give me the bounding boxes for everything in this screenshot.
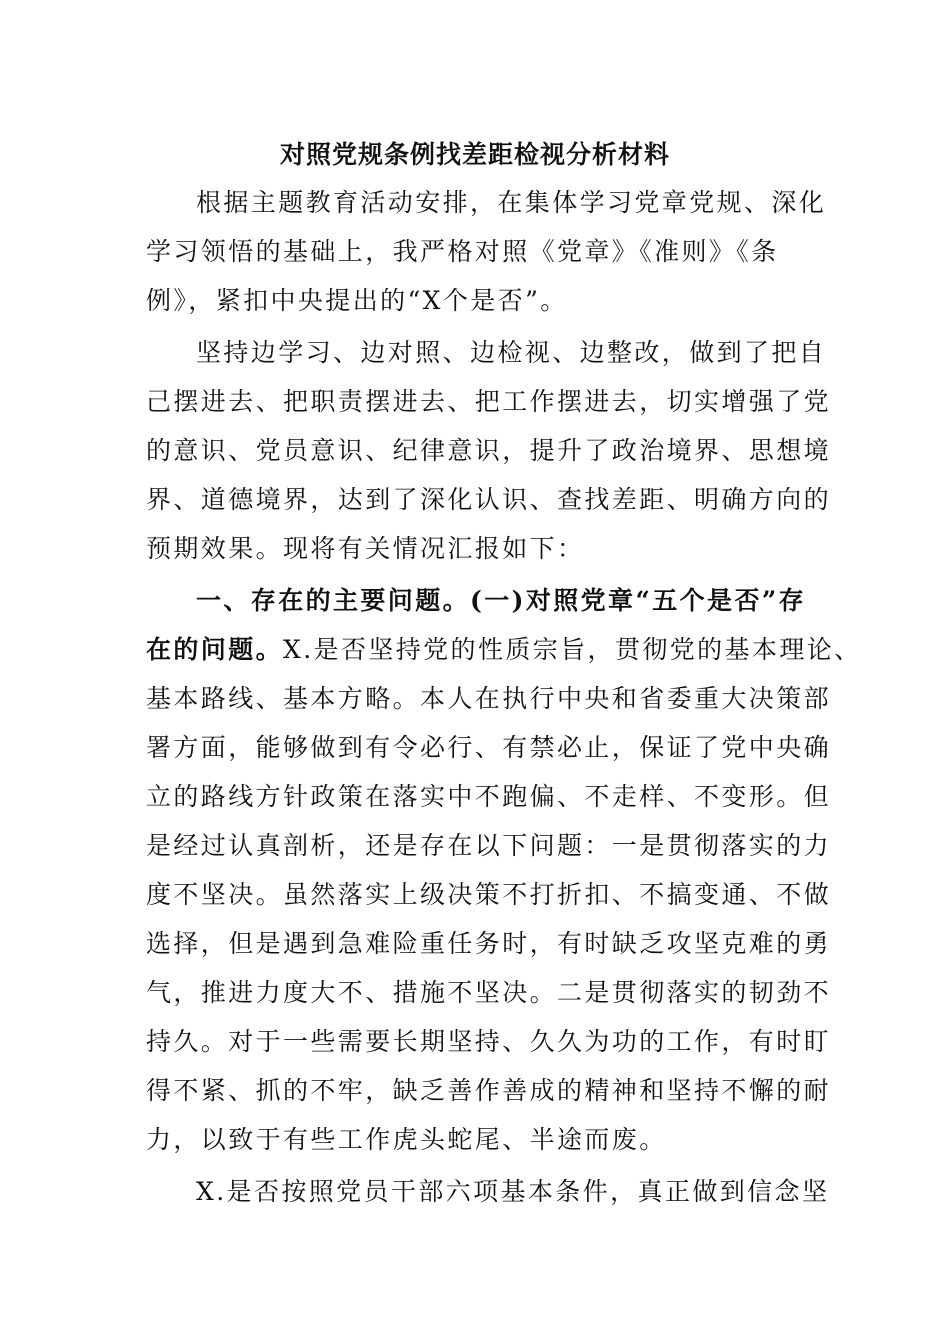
document-title: 对照党规条例找差距检视分析材料 (279, 140, 670, 169)
subsection-heading: 在的问题。 (146, 635, 284, 664)
paragraph-line: 根据主题教育活动安排，在集体学习党章党规、深化 (196, 188, 827, 217)
paragraph-line: 署方面，能够做到有令必行、有禁必止，保证了党中央确 (146, 733, 832, 762)
paragraph-line: 界、道德境界，达到了深化认识、查找差距、明确方向的 (146, 485, 832, 514)
paragraph-line: 力，以致于有些工作虎头蛇尾、半途而废。 (146, 1125, 667, 1154)
paragraph-line: 持久。对于一些需要长期坚持、久久为功的工作，有时盯 (146, 1027, 832, 1056)
paragraph-line: 是经过认真剖析，还是存在以下问题：一是贯彻落实的力 (146, 831, 832, 860)
paragraph-line: 预期效果。现将有关情况汇报如下： (146, 534, 585, 563)
paragraph-line: 选择，但是遇到急难险重任务时，有时缺乏攻坚克难的勇 (146, 929, 832, 958)
paragraph-line: 气，推进力度大不、措施不坚决。二是贯彻落实的韧劲不 (146, 978, 832, 1007)
section-heading: 一、存在的主要问题。(一)对照党章“五个是否”存 (196, 586, 807, 615)
paragraph-line: 坚持边学习、边对照、边检视、边整改，做到了把自 (196, 338, 827, 367)
paragraph-line (146, 633, 862, 667)
paragraph-line: 例》，紧扣中央提出的“X个是否”。 (146, 286, 568, 315)
paragraph-line: 己摆进去、把职责摆进去、把工作摆进去，切实增强了党 (146, 387, 832, 416)
paragraph-line: 立的路线方针政策在落实中不跑偏、不走样、不变形。但 (146, 782, 832, 811)
paragraph-line: X.是否按照党员干部六项基本条件，真正做到信念坚 (196, 1177, 830, 1206)
paragraph-line: 的意识、党员意识、纪律意识，提升了政治境界、思想境 (146, 436, 832, 465)
paragraph-line: 得不紧、抓的不牢，缺乏善作善成的精神和坚持不懈的耐 (146, 1076, 832, 1105)
paragraph-line: 学习领悟的基础上，我严格对照《党章》《准则》《条 (146, 237, 779, 266)
paragraph-text: X.是否坚持党的性质宗旨，贯彻党的基本理论、 (283, 635, 862, 664)
paragraph-line: 基本路线、基本方略。本人在执行中央和省委重大决策部 (146, 684, 832, 713)
paragraph-line: 度不坚决。虽然落实上级决策不打折扣、不搞变通、不做 (146, 880, 832, 909)
